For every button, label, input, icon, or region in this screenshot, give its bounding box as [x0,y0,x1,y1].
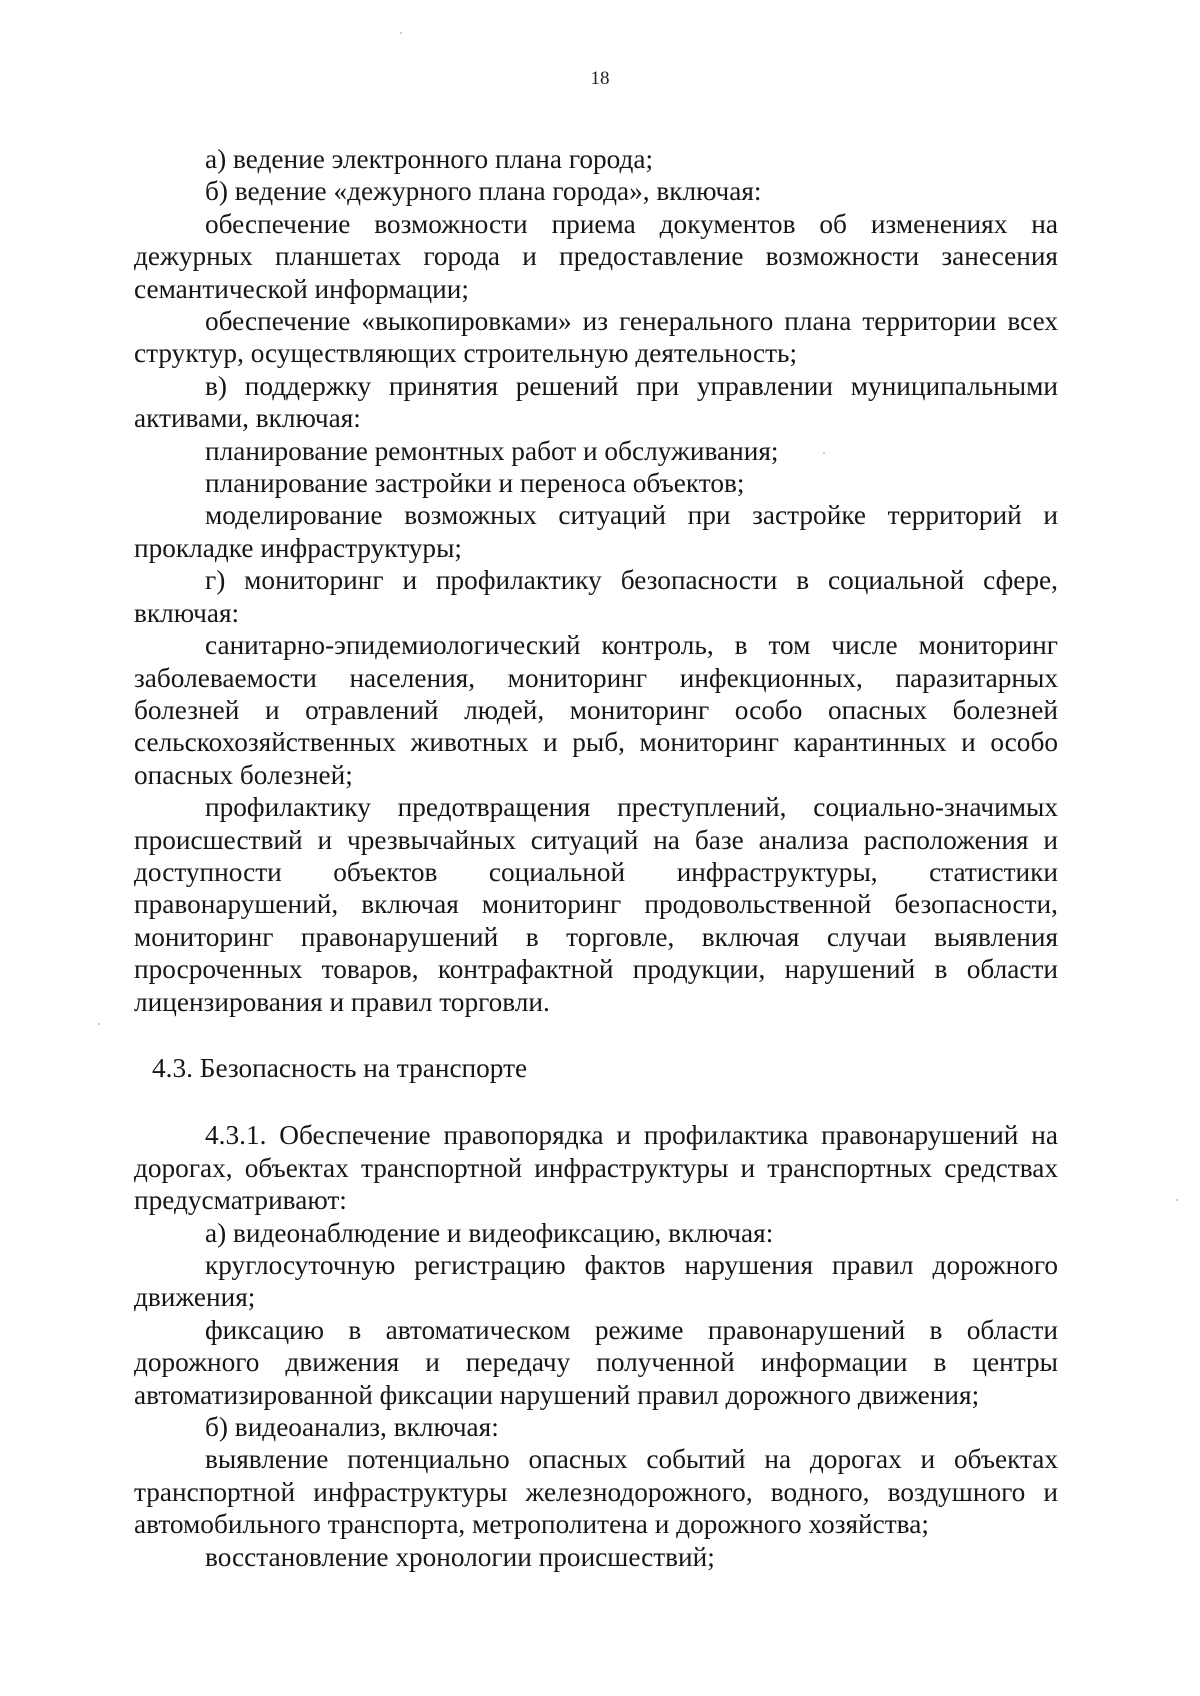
page-number: 18 [590,68,610,89]
paragraph: планирование застройки и переноса объектов; [205,468,745,499]
paragraph: восстановление хронологии происшествий; [205,1541,715,1572]
paragraph: обеспечение возможности приема документов об изменениях на дежурных планшетах города и предоставление возможности занесения семантической информации; [134,208,1058,304]
paragraph: б) ведение «дежурного плана города», включая: [205,176,762,207]
paragraph: санитарно-эпидемиологический контроль, в том числе мониторинг заболеваемости населения, мониторинг инфекционных, паразитарных болезней и отравлений людей, мониторинг особо опасных болезней сельскохозяйственных животных и рыб, мониторинг карантинных и особо опасных болезней; [134,630,1058,790]
paragraph: в) поддержку принятия решений при управлении муниципальными активами, включая: [134,370,1058,434]
section-heading: 4.3. Безопасность на транспорте [152,1052,528,1083]
scan-speck [400,32,402,34]
scan-speck [98,1023,100,1025]
paragraph: моделирование возможных ситуаций при застройке территорий и прокладке инфраструктуры; [134,500,1058,563]
paragraph: круглосуточную регистрацию фактов нарушения правил дорожного движения; [134,1250,1058,1313]
paragraph: выявление потенциально опасных событий на дорогах и объектах транспортной инфраструктуры железнодорожного, водного, воздушного и автомобильного транспорта, метрополитена и дорожного хозяйства; [134,1444,1058,1540]
paragraph: планирование ремонтных работ и обслуживания; [205,435,779,466]
paragraph: а) ведение электронного плана города; [205,144,654,174]
paragraph: г) мониторинг и профилактику безопасности в социальной сфере, включая: [134,565,1058,628]
page-body [134,143,1058,1573]
paragraph: профилактику предотвращения преступлений, социально-значимых происшествий и чрезвычайных ситуаций на базе анализа расположения и доступности объектов социальной инфраструктуры, статистики правонарушений, включая мониторинг продовольственной безопасности, мониторинг правонарушений в торговле, включая случаи выявления просроченных товаров, контрафактной продукции, нарушений в области лицензирования и правил торговли. [134,792,1058,1017]
paragraph: а) видеонаблюдение и видеофиксацию, включая: [205,1217,774,1248]
paragraph: б) видеоанализ, включая: [205,1412,499,1443]
scan-speck [1176,1199,1178,1201]
paragraph: обеспечение «выкопировками» из генерального плана территории всех структур, осуществляющих строительную деятельность; [134,306,1058,369]
paragraph: фиксацию в автоматическом режиме правонарушений в области дорожного движения и передачу полученной информации в центры автоматизированной фиксации нарушений правил дорожного движения; [134,1314,1058,1410]
paragraph: 4.3.1. Обеспечение правопорядка и профилактика правонарушений на дорогах, объектах транспортной инфраструктуры и транспортных средствах предусматривают: [134,1120,1058,1216]
scan-speck [823,452,825,454]
